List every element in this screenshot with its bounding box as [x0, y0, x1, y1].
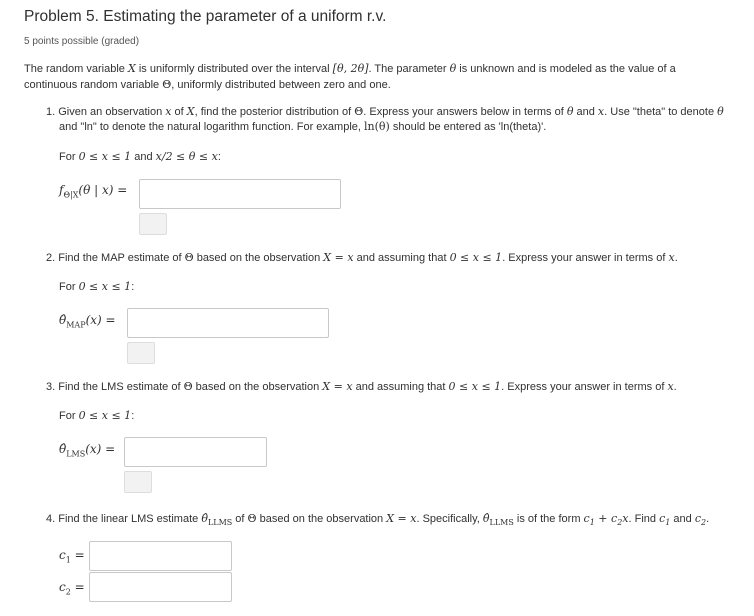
question-4-text	[46, 511, 709, 530]
question-3-text	[46, 379, 677, 395]
q1-t1: Given an observation	[58, 106, 166, 118]
q4-t2: of	[232, 513, 248, 525]
intro-interval: [θ, 2θ]	[332, 62, 369, 75]
q1-number: 1.	[46, 106, 56, 118]
intro-X: X	[127, 62, 136, 75]
intro-text-3: . The parameter	[368, 63, 450, 75]
question-1-text	[46, 104, 724, 120]
q4-t7: and	[670, 513, 695, 525]
q3-cond-math: 0 ≤ x ≤ 1	[78, 409, 132, 422]
q2-condition	[59, 280, 134, 293]
q1-cond-math: 0 ≤ x ≤ 1	[78, 150, 132, 163]
q3-t5: .	[673, 381, 677, 393]
q1-line2b: should be entered as 'ln(theta)'.	[389, 121, 547, 133]
q2-status-indicator	[127, 342, 155, 364]
q2-t3: and assuming that	[353, 252, 450, 264]
points-possible: 5 points possible (graded)	[24, 36, 140, 47]
q2-Theta: Θ	[184, 251, 194, 264]
q1-Theta: Θ	[354, 105, 364, 118]
q1-t6: . Use "theta" to denote	[604, 106, 718, 118]
question-2-text	[46, 250, 678, 266]
intro-text-1: The random variable	[24, 63, 128, 75]
q2-eq: X = x	[323, 251, 354, 264]
q2-number: 2.	[46, 252, 56, 264]
q1-line2a: and "ln" to denote the natural logarithm function. For example,	[59, 121, 364, 133]
q2-answer-label: $\thetâ_{MAP}(x)$ =	[59, 313, 116, 330]
q1-t4: . Express your answers below in terms of	[363, 106, 567, 118]
q2-t5: .	[674, 252, 678, 264]
q3-t4: . Express your answer in terms of	[501, 381, 668, 393]
q4-form: $c_1 + c_2x$	[583, 512, 629, 528]
q3-answer-label: $\thetâ_{LMS}(x)$ =	[59, 442, 116, 459]
q1-theta2: θ	[717, 105, 724, 118]
q1-t3: , find the posterior distribution of	[194, 106, 355, 118]
q1-answer-label: $f_{\Theta|X}(\theta$ | x) =	[59, 183, 128, 200]
intro-text-2: is uniformly distributed over the interval	[135, 63, 333, 75]
q4-t6: . Find	[628, 513, 660, 525]
q4-c1-input[interactable]	[89, 541, 232, 571]
q4-t1: Find the linear LMS estimate	[58, 513, 202, 525]
q3-t2: based on the observation	[192, 381, 323, 393]
q2-range: 0 ≤ x ≤ 1	[449, 251, 503, 264]
q1-cond-math2: x/2 ≤ θ ≤ x	[155, 150, 218, 163]
q1-cond-end: :	[217, 151, 221, 163]
q2-cond-for: For	[59, 281, 79, 293]
q1-condition	[59, 150, 221, 163]
q2-x: x	[668, 251, 675, 264]
q4-t8: .	[706, 513, 710, 525]
q3-t3: and assuming that	[352, 381, 449, 393]
q1-cond-and: and	[131, 151, 156, 163]
problem-title: Problem 5. Estimating the parameter of a uniform r.v.	[24, 8, 387, 25]
q3-cond-end: :	[131, 410, 135, 422]
q1-x2: x	[597, 105, 605, 118]
q2-t4: . Express your answer in terms of	[502, 252, 669, 264]
intro-Theta: Θ	[162, 78, 172, 91]
q4-eq: X = x	[386, 512, 417, 525]
q3-Theta: Θ	[183, 380, 193, 393]
q3-condition	[59, 409, 134, 422]
q4-estimator-2: $\thetâ_{LLMS}$	[482, 512, 514, 528]
q3-status-indicator	[124, 471, 152, 493]
q1-t5: and	[573, 106, 598, 118]
q4-number: 4.	[46, 513, 56, 525]
q4-Theta: Θ	[247, 512, 257, 525]
q4-t5: is of the form	[513, 513, 584, 525]
question-1-text-line2	[59, 119, 546, 135]
q1-t2: of	[171, 106, 187, 118]
problem-statement	[24, 61, 714, 93]
q2-cond-end: :	[131, 281, 135, 293]
q1-answer-input[interactable]	[139, 179, 341, 209]
q4-t4: . Specifically,	[416, 513, 483, 525]
q3-range: 0 ≤ x ≤ 1	[448, 380, 502, 393]
q3-answer-input[interactable]	[124, 437, 267, 467]
intro-text-4: is unknown and is modeled as the value of a continuous random variable	[24, 63, 676, 91]
q2-t2: based on the observation	[193, 252, 324, 264]
q4-c1: $c_1$	[659, 512, 671, 528]
q1-x: x	[165, 105, 172, 118]
q3-cond-for: For	[59, 410, 79, 422]
q4-t3: based on the observation	[256, 513, 387, 525]
q1-example: ln(θ)	[364, 120, 390, 133]
q4-c2-input[interactable]	[89, 572, 232, 602]
q4-c2: $c_2$	[694, 512, 707, 528]
q4-estimator: $\thetâ_{LLMS}$	[201, 512, 233, 528]
q3-number: 3.	[46, 381, 56, 393]
q1-status-indicator	[139, 213, 167, 235]
q4-c1-label: $c_1$ =	[59, 548, 85, 565]
q1-theta: θ	[566, 105, 574, 118]
q3-t1: Find the LMS estimate of	[58, 381, 184, 393]
q4-c2-label: $c_2$ =	[59, 580, 85, 597]
q3-x: x	[667, 380, 674, 393]
q1-cond-for: For	[59, 151, 79, 163]
intro-theta: θ	[449, 62, 457, 75]
intro-text-5: , uniformly distributed between zero and one.	[171, 79, 391, 91]
q2-t1: Find the MAP estimate of	[58, 252, 185, 264]
q2-answer-input[interactable]	[127, 308, 329, 338]
q1-X: X	[186, 105, 195, 118]
q2-cond-math: 0 ≤ x ≤ 1	[78, 280, 132, 293]
q3-eq: X = x	[322, 380, 353, 393]
